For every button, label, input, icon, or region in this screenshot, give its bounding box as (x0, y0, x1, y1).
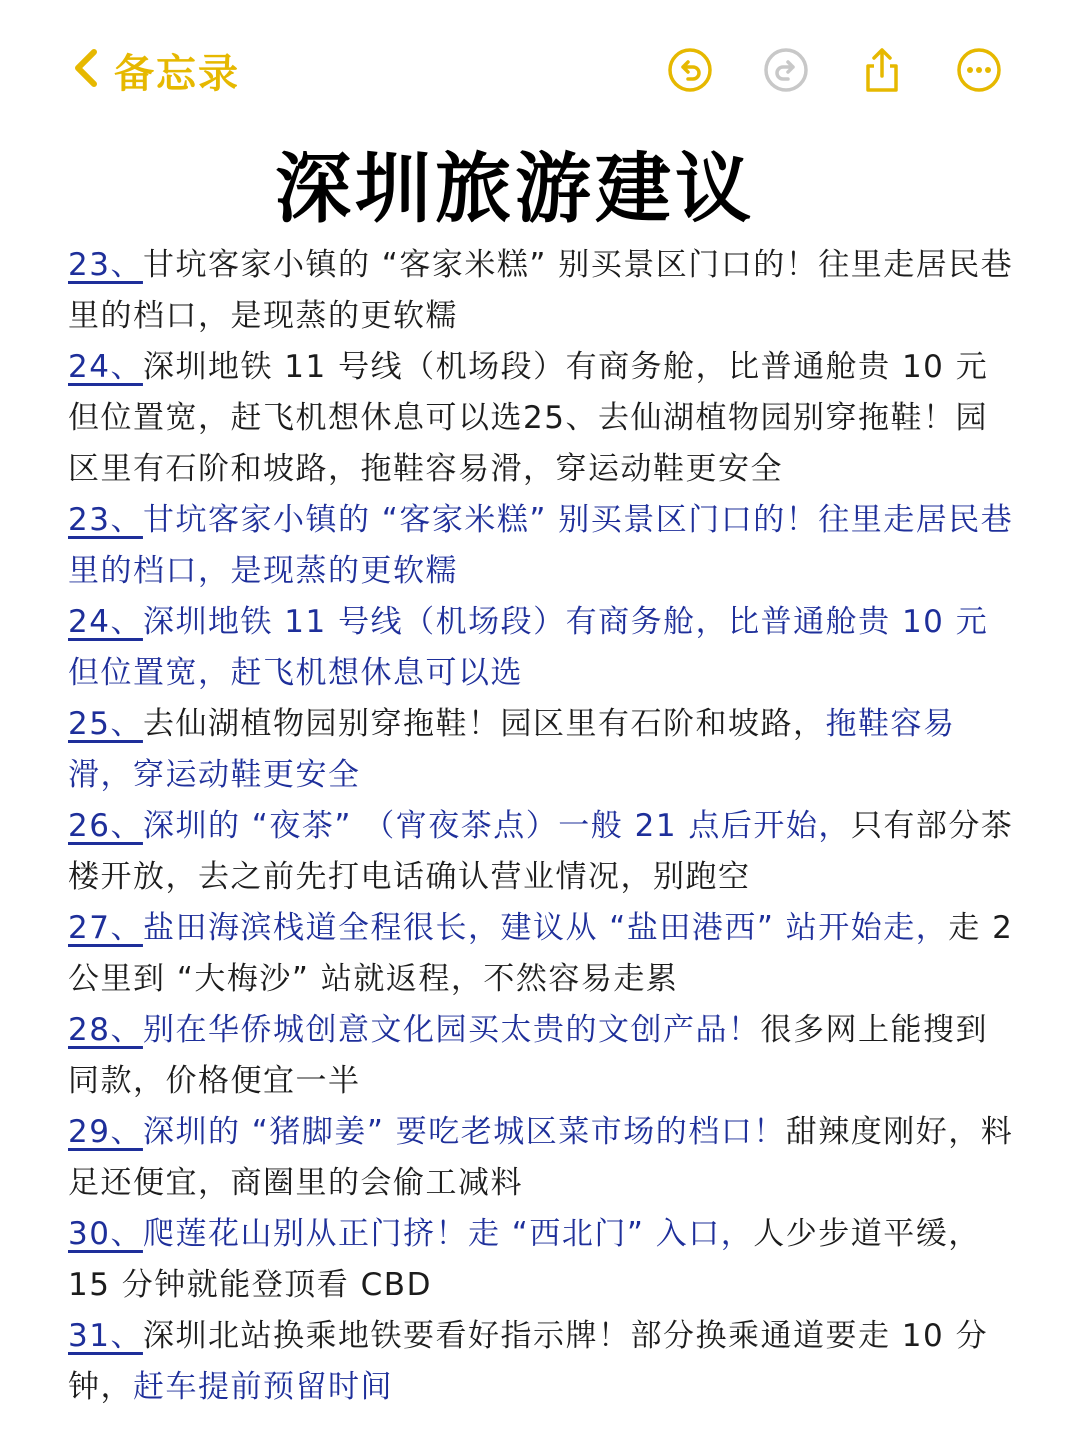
item-highlight: 甘坑客家小镇的 “客家米糕” 别买景区门口的！往里走居民巷里的档口，是现蒸的更软糯 (68, 502, 1014, 589)
item-text: 走 2 公里到 “大梅沙” 站就返程，不然容易走累 (68, 910, 1014, 997)
item-highlight: 拖鞋容易滑，穿运动鞋更安全 (68, 706, 956, 793)
item-highlight: 赶车提前预留时间 (133, 1369, 393, 1405)
undo-icon[interactable] (666, 46, 714, 94)
item-text: 甘坑客家小镇的 “客家米糕” 别买景区门口的！往里走居民巷里的档口，是现蒸的更软糯 (68, 247, 1014, 334)
list-item (68, 903, 1018, 1005)
list-item (68, 1005, 1018, 1107)
item-text: 甜辣度刚好，料足还便宜，商圈里的会偷工减料 (68, 1114, 1014, 1201)
item-number: 30、 (68, 1216, 143, 1252)
share-icon[interactable] (858, 46, 906, 94)
item-highlight: 盐田海滨栈道全程很长，建议从 “盐田港西” 站开始走， (142, 910, 949, 946)
list-item (68, 342, 1018, 495)
item-number: 24、 (68, 604, 143, 640)
item-number: 24、 (68, 349, 143, 385)
more-icon[interactable] (955, 46, 1003, 94)
back-button[interactable] (70, 42, 240, 98)
item-number: 29、 (68, 1114, 143, 1150)
item-number: 23、 (68, 502, 143, 538)
item-highlight: 深圳的 “夜茶” （宵夜茶点）一般 21 点后开始， (142, 808, 851, 844)
list-item (68, 801, 1018, 903)
chevron-left-icon (70, 48, 100, 92)
list-item (68, 240, 1018, 342)
list-item (68, 1107, 1018, 1209)
item-highlight: 爬莲花山别从正门挤！走 “西北门” 入口， (142, 1216, 754, 1252)
item-text: 深圳地铁 11 号线（机场段）有商务舱，比普通舱贵 10 元但位置宽，赶飞机想休息可以选25、去仙湖植物园别穿拖鞋！园区里有石阶和坡路，拖鞋容易滑，穿运动鞋更安全 (68, 349, 989, 487)
item-text: 只有部分茶楼开放，去之前先打电话确认营业情况，别跑空 (68, 808, 1014, 895)
item-number: 26、 (68, 808, 143, 844)
list-item (68, 1209, 1018, 1311)
redo-icon[interactable] (762, 46, 810, 94)
list-item (68, 597, 1018, 699)
item-text: 很多网上能搜到同款，价格便宜一半 (68, 1012, 988, 1099)
item-number: 23、 (68, 247, 143, 283)
list-item (68, 699, 1018, 801)
top-bar (0, 0, 1080, 140)
item-text: 深圳北站换乘地铁要看好指示牌！部分换乘通道要走 10 分钟， (68, 1318, 989, 1405)
item-number: 31、 (68, 1318, 143, 1354)
list-item (68, 1311, 1018, 1413)
item-text: 人少步道平缓，15 分钟就能登顶看 CBD (68, 1216, 981, 1303)
list-item (68, 495, 1018, 597)
item-highlight: 别在华侨城创意文化园买太贵的文创产品！ (142, 1012, 761, 1048)
back-label: 备忘录 (114, 50, 240, 97)
item-number: 27、 (68, 910, 143, 946)
item-text: 去仙湖植物园别穿拖鞋！园区里有石阶和坡路， (142, 706, 826, 742)
item-number: 25、 (68, 706, 143, 742)
item-number: 28、 (68, 1012, 143, 1048)
note-body[interactable] (68, 240, 1018, 1413)
item-highlight: 深圳地铁 11 号线（机场段）有商务舱，比普通舱贵 10 元但位置宽，赶飞机想休息可以选 (68, 604, 989, 691)
item-highlight: 深圳的 “猪脚姜” 要吃老城区菜市场的档口！ (142, 1114, 786, 1150)
note-title: 深圳旅游建议 (275, 144, 755, 233)
